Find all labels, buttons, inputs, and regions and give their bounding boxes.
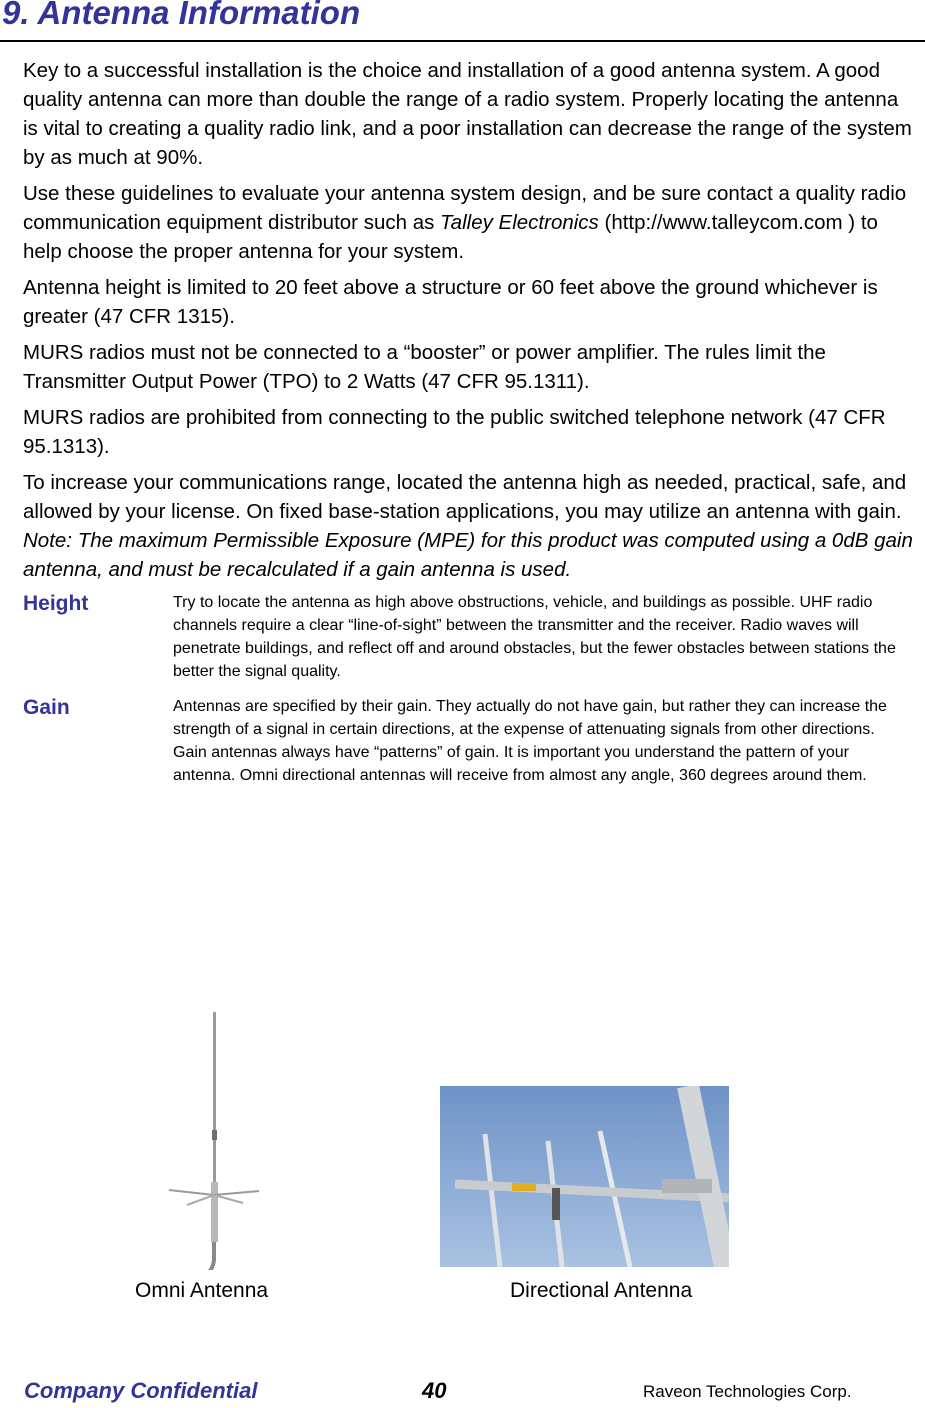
directional-antenna-image	[440, 1086, 729, 1267]
antenna-figures	[0, 1000, 925, 1320]
paragraph-guidelines	[23, 179, 918, 266]
guidelines-text-a: Use these guidelines to evaluate your antenna system design, and be sure contact a quality radio communication equipment distributor such as	[23, 182, 907, 234]
range-text: To increase your communications range, located the antenna high as needed, practical, safe, and allowed by your license. On fixed base-station applications, you may utilize an antenna with gain.	[23, 471, 907, 523]
definition-term-gain: Gain	[23, 696, 70, 719]
guidelines-text-b: (http://www.talleycom.com ) to help choose the proper antenna for your system.	[23, 211, 878, 263]
document-body	[23, 56, 918, 787]
paragraph-range	[23, 468, 918, 584]
definition-body-gain: Antennas are specified by their gain. They actually do not have gain, but rather they can increase the strength of a signal in certain directions, at the expense of attenuating signals from other directions. Gain antennas always have “patterns” of gain. It is important you understand the pattern of your antenna. Omni directional antennas will receive from almost any angle, 360 degrees around them.	[173, 698, 887, 784]
definition-height	[23, 591, 918, 683]
confidential-label: Company Confidential	[24, 1378, 258, 1403]
page-number: 40	[422, 1378, 447, 1403]
definition-term-height: Height	[23, 592, 89, 615]
definition-gain	[23, 695, 918, 787]
section-header	[0, 0, 925, 42]
paragraph-intro: Key to a successful installation is the choice and installation of a good antenna system. A good quality antenna can more than double the range of a radio system. Properly locating the antenna is vital to creating a quality radio link, and a poor installation can decrease the range of the system by as much at 90%.	[23, 59, 912, 169]
mpe-note: Note: The maximum Permissible Exposure (MPE) for this product was computed using a 0dB gain antenna, and must be recalculated if a gain antenna is used.	[23, 529, 913, 581]
talley-electronics-name: Talley Electronics	[440, 211, 599, 234]
page-footer	[0, 1378, 925, 1408]
omni-antenna-caption: Omni Antenna	[135, 1279, 269, 1302]
paragraph-telephone: MURS radios are prohibited from connecting to the public switched telephone network (47 CFR 95.1313).	[23, 406, 886, 458]
paragraph-height-limit: Antenna height is limited to 20 feet above a structure or 60 feet above the ground whichever is greater (47 CFR 1315).	[23, 276, 878, 328]
omni-antenna-image	[165, 1010, 265, 1270]
page-title: 9. Antenna Information	[2, 0, 361, 31]
definition-body-height: Try to locate the antenna as high above obstructions, vehicle, and buildings as possible. UHF radio channels require a clear “line-of-sight” between the transmitter and the receiver. Radio waves will penetrate buildings, and reflect off and around obstacles, but the fewer obstacles between stations the better the signal quality.	[173, 594, 896, 680]
directional-antenna-caption: Directional Antenna	[510, 1279, 693, 1302]
paragraph-booster: MURS radios must not be connected to a “booster” or power amplifier. The rules limit the Transmitter Output Power (TPO) to 2 Watts (47 CFR 95.1311).	[23, 341, 826, 393]
company-name: Raveon Technologies Corp.	[643, 1382, 852, 1401]
